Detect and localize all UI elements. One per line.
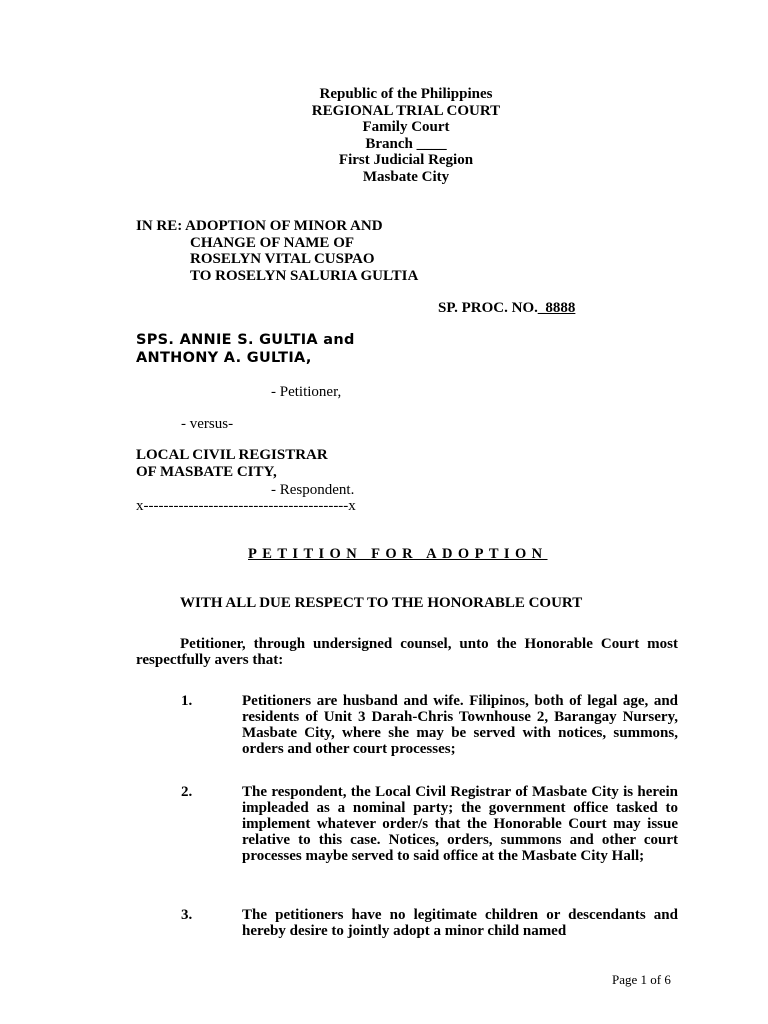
header-city: Masbate City <box>362 168 450 185</box>
item-number: 1. <box>181 693 193 709</box>
header-family-court: Family Court <box>362 119 450 136</box>
caption-line: ROSELYN VITAL CUSPAO <box>190 251 375 268</box>
page-number: Page 1 of 6 <box>612 972 671 987</box>
petitioner-names <box>136 332 355 367</box>
item-number: 2. <box>181 784 193 800</box>
caption-line: IN RE: ADOPTION OF MINOR AND <box>136 218 383 234</box>
court-header <box>0 86 768 186</box>
respect-line: WITH ALL DUE RESPECT TO THE HONORABLE COURT <box>180 595 583 611</box>
header-court: REGIONAL TRIAL COURT <box>311 102 501 119</box>
petitioner-line: ANTHONY A. GULTIA, <box>136 349 312 366</box>
item-text: Petitioners are husband and wife. Filipinos, both of legal age, and residents of Unit 3 Darah-Chris Townhouse 2, Barangay Nursery, Masbate City, where she may be served with notices, summons, orders and other court processes; <box>242 693 678 757</box>
respondent-line: LOCAL CIVIL REGISTRAR <box>136 447 328 463</box>
item-text: The petitioners have no legitimate children or descendants and hereby desire to jointly adopt a minor child named <box>242 907 678 939</box>
item-text: The respondent, the Local Civil Registrar of Masbate City is herein impleaded as a nominal party; the government office tasked to implement whatever order/s that the Honorable Court may issue relative to this case. Notices, orders, summons and other court processes maybe served to said office at the Masbate City Hall; <box>242 784 678 864</box>
petition-title: PETITION FOR ADOPTION <box>248 546 548 562</box>
header-branch: Branch ____ <box>365 135 447 152</box>
petitioner-line: SPS. ANNIE S. GULTIA and <box>136 332 355 348</box>
case-number-value: _8888 <box>537 300 576 316</box>
respondent-role: - Respondent. <box>271 482 355 498</box>
intro-paragraph: Petitioner, through undersigned counsel, unto the Honorable Court most respectfully avers that: <box>136 636 678 668</box>
caption-line: CHANGE OF NAME OF <box>190 234 355 251</box>
respondent-line: OF MASBATE CITY, <box>136 464 277 480</box>
item-number: 3. <box>181 907 193 923</box>
caption-line: TO ROSELYN SALURIA GULTIA <box>190 268 419 285</box>
case-number <box>438 300 575 317</box>
case-caption <box>136 218 418 285</box>
header-republic: Republic of the Philippines <box>319 86 493 102</box>
header-region: First Judicial Region <box>338 152 474 169</box>
caption-separator: x-----------------------------------------x <box>136 498 356 514</box>
case-number-label: SP. PROC. NO. <box>438 300 538 316</box>
petitioner-role: - Petitioner, <box>271 384 342 400</box>
respondent-names <box>136 447 328 481</box>
versus-label: - versus- <box>181 416 234 432</box>
